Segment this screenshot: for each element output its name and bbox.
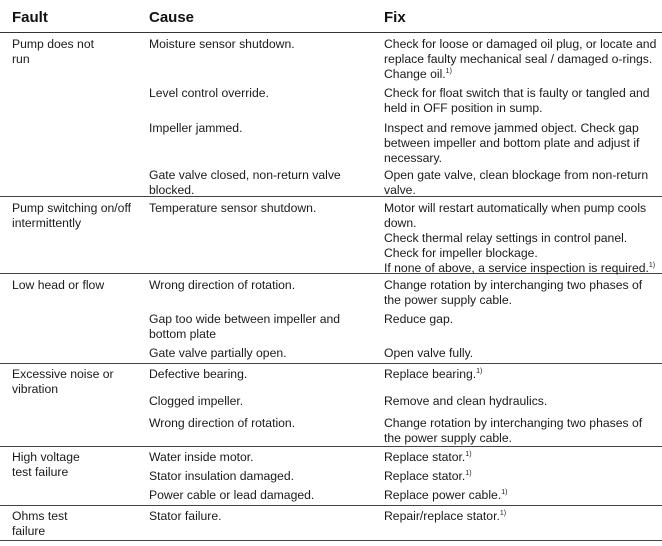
cause-text: Water inside motor. [149,450,254,464]
fault-text: test failure [12,465,69,479]
fix-text: between impeller and bottom plate and adjust if [384,136,640,150]
cause-cell [149,346,375,361]
fix-text: If none of above, a service inspection is required. [384,261,649,275]
fix-cell [384,312,656,327]
fix-text: down. [384,216,417,230]
fix-line [384,136,656,151]
fix-cell [384,346,656,361]
footnote-marker: 1) [648,262,656,269]
fix-text: necessary. [384,151,443,165]
fault-text: failure [12,524,46,538]
fix-cell [384,37,656,82]
fault-text: run [12,52,30,66]
fix-line [384,121,656,136]
header-cause: Cause [149,9,195,26]
fault-group [0,33,662,197]
fault-text: High voltage [12,450,80,464]
footnote-marker: 1) [465,470,472,477]
footnote-marker: 1) [499,510,507,517]
fix-line [384,52,656,67]
fix-text: replace faulty mechanical seal / damaged o-rings. [384,52,653,66]
cause-text: Wrong direction of rotation. [149,416,296,430]
fault-group [0,446,662,506]
fault-group [0,196,662,274]
fix-line [384,367,656,382]
footnote-marker: 1) [465,451,472,458]
fix-text: Remove and clean hydraulics. [384,394,548,408]
fix-text: Check for loose or damaged oil plug, or locate and [384,37,657,51]
cause-text: Defective bearing. [149,367,248,381]
fix-line [384,278,656,293]
fault-cell [12,509,140,539]
fault-text: Excessive noise or [12,367,114,381]
fix-text: Inspect and remove jammed object. Check gap [384,121,639,135]
cause-cell [149,416,375,431]
cause-text: Gate valve partially open. [149,346,287,360]
cause-text: Moisture sensor shutdown. [149,37,295,51]
fix-text: the power supply cable. [384,293,513,307]
cause-text: Power cable or lead damaged. [149,488,315,502]
cause-text: blocked. [149,183,195,197]
cause-cell [149,37,375,52]
cause-text: Impeller jammed. [149,121,243,135]
fix-line [384,86,656,101]
cause-text: Gate valve closed, non-return valve [149,168,341,182]
fix-line [384,509,656,524]
cause-cell [149,469,375,484]
fix-text: Reduce gap. [384,312,454,326]
fix-cell [384,121,656,166]
fix-cell [384,367,656,382]
fault-text: Ohms test [12,509,68,523]
fault-group [0,363,662,447]
fix-line [384,246,656,261]
fault-cell [12,278,140,293]
fix-line [384,231,656,246]
fault-text: Pump switching on/off [12,201,132,215]
fix-cell [384,278,656,308]
fix-text: Check for float switch that is faulty or tangled and [384,86,650,100]
fix-text: Change rotation by interchanging two phases of [384,278,643,292]
fix-cell [384,509,656,524]
fix-line [384,201,656,216]
cause-cell [149,201,375,216]
fix-text: Repair/replace stator. [384,509,500,523]
header-fix: Fix [384,9,406,26]
fix-text: valve. [384,183,416,197]
fix-cell [384,201,656,276]
cause-cell [149,121,375,136]
fix-text: Replace stator. [384,450,466,464]
cause-text: bottom plate [149,327,217,341]
cause-text: Temperature sensor shutdown. [149,201,317,215]
cause-cell [149,509,375,524]
fix-line [384,67,656,82]
fix-line [384,168,656,183]
fix-line [384,469,656,484]
cause-text: Wrong direction of rotation. [149,278,296,292]
fault-cell [12,367,140,397]
fault-group [0,273,662,364]
fix-line [384,346,656,361]
fix-text: Replace stator. [384,469,466,483]
fix-line [384,101,656,116]
cause-cell [149,450,375,465]
fault-text: Pump does not [12,37,94,51]
fix-cell [384,469,656,484]
table-header [0,0,662,33]
fix-line [384,416,656,431]
cause-text: Stator failure. [149,509,222,523]
fault-text: Low head or flow [12,278,105,292]
cause-cell [149,278,375,293]
fix-cell [384,450,656,465]
fix-line [384,394,656,409]
fix-text: Open gate valve, clean blockage from non-return [384,168,649,182]
footnote-marker: 1) [476,368,483,375]
fix-text: Change oil. [384,67,446,81]
fault-cell [12,450,140,480]
fix-line [384,488,656,503]
fix-line [384,151,656,166]
fault-group [0,505,662,541]
fix-text: Replace bearing. [384,367,477,381]
fix-text: Open valve fully. [384,346,474,360]
fix-cell [384,416,656,446]
fix-line [384,216,656,231]
fix-text: held in OFF position in sump. [384,101,543,115]
fix-cell [384,488,656,503]
footnote-marker: 1) [445,68,452,75]
fix-cell [384,86,656,116]
fix-line [384,450,656,465]
fault-cell [12,37,140,67]
cause-cell [149,394,375,409]
fix-line [384,312,656,327]
cause-text: Clogged impeller. [149,394,244,408]
cause-text: Gap too wide between impeller and [149,312,341,326]
fix-line [384,37,656,52]
fix-text: Check for impeller blockage. [384,246,538,260]
cause-cell [149,86,375,101]
fix-line [384,431,656,446]
fix-text: Replace power cable. [384,488,502,502]
cause-cell [149,488,375,503]
fix-line [384,293,656,308]
fix-cell [384,394,656,409]
fix-text: Motor will restart automatically when pump cools [384,201,647,215]
footnote-marker: 1) [501,489,508,496]
cause-cell [149,168,375,198]
cause-text: Stator insulation damaged. [149,469,294,483]
cause-cell [149,312,375,342]
fault-cell [12,201,140,231]
fix-text: Check thermal relay settings in control panel. [384,231,628,245]
fix-text: Change rotation by interchanging two phases of [384,416,643,430]
cause-text: Level control override. [149,86,269,100]
header-fault: Fault [12,9,48,26]
fault-text: intermittently [12,216,82,230]
cause-cell [149,367,375,382]
fault-text: vibration [12,382,59,396]
fix-text: the power supply cable. [384,431,513,445]
fix-cell [384,168,656,198]
